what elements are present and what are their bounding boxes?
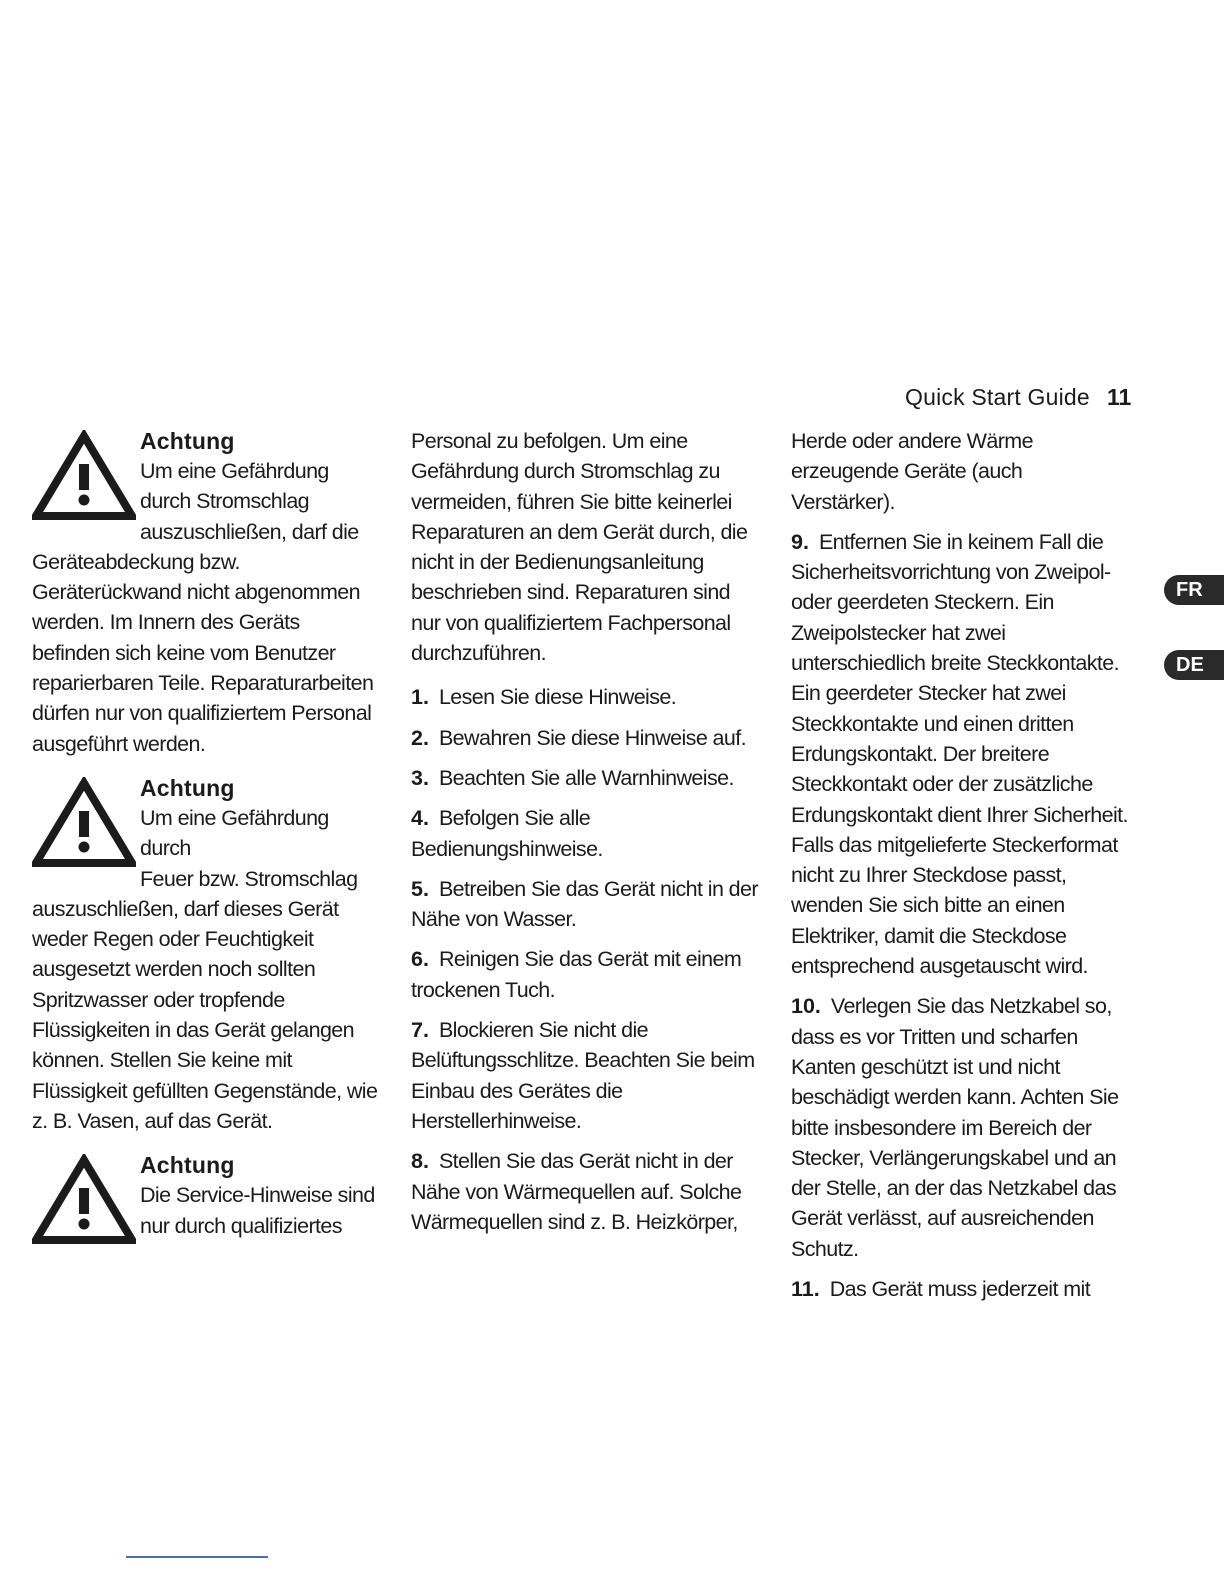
page-number: 11	[1107, 384, 1132, 410]
item-number: 5.	[411, 876, 429, 901]
list-item	[411, 874, 761, 935]
item-number: 7.	[411, 1018, 429, 1043]
item-number: 1.	[411, 685, 429, 710]
warning-heading: Achtung	[140, 1152, 235, 1179]
column-2	[411, 426, 761, 1237]
guide-title: Quick Start Guide	[905, 384, 1090, 410]
tab-de[interactable]: DE	[1164, 650, 1224, 680]
item-number: 11.	[791, 1277, 820, 1302]
item-number: 6.	[411, 947, 429, 972]
intro-paragraph: Personal zu befolgen. Um eine Gefährdung durch Stromschlag zu vermeiden, führen Sie bitte keinerlei Reparaturen an dem Gerät durch, die nicht in der Bedienungsanleitung beschrieben sind. Reparaturen sind nur von qualifiziertem Fachpersonal durchzuführen.	[411, 429, 748, 666]
warning-triangle-icon	[32, 1154, 136, 1246]
item-text: Lesen Sie diese Hinweise.	[438, 685, 677, 710]
list-item	[411, 1015, 761, 1136]
item-text: Befolgen Sie alle Bedienungshinweise.	[411, 806, 603, 861]
item-text: Entfernen Sie in keinem Fall die Sicherheitsvorrichtung von Zweipol- oder geerdeten Steckern. Ein Zweipolstecker hat zwei unterschiedlich breite Steckkontakte. Ein geerdeter Stecker hat zwei Steckkontakte und einen dritten Erdungskontakt. Der breitere Steckkontakt oder der zusätzliche Erdungskontakt dient Ihrer Sicherheit. Falls das mitgelieferte Steckerformat nicht zu Ihrer Steckdose passt, wenden Sie sich bitte an einen Elektriker, damit die Steckdose entsprechend ausgetauscht wird.	[791, 529, 1128, 979]
warning-block-2	[32, 773, 382, 1136]
warning-line: Die Service-Hinweise sind	[140, 1183, 375, 1208]
warning-body: Geräteabdeckung bzw. Geräterückwand nicht abgenommen werden. Im Innern des Geräts befinden sich keine vom Benutzer reparierbaren Teile. Reparaturarbeiten dürfen nur von qualifiziertem Personal ausgeführt werden.	[32, 549, 374, 756]
warning-heading: Achtung	[140, 428, 235, 454]
item-number: 3.	[411, 765, 429, 790]
warning-body: auszuschließen, darf dieses Gerät weder Regen oder Feuchtigkeit ausgesetzt werden noch sollten Spritzwasser oder tropfende Flüssigkeiten in das Gerät gelangen können. Stellen Sie keine mit Flüssigkeit gefüllten Gegenstände, wie z. B. Vasen, auf das Gerät.	[32, 896, 378, 1133]
item-text: Blockieren Sie nicht die Belüftungsschlitze. Beachten Sie beim Einbau des Gerätes die Herstellerhinweise.	[411, 1018, 755, 1133]
item-text: Das Gerät muss jederzeit mit	[829, 1277, 1091, 1302]
item-number: 9.	[791, 529, 809, 554]
warning-block-1	[32, 426, 382, 759]
instruction-list	[411, 682, 761, 1237]
item-number: 2.	[411, 725, 429, 750]
instruction-list	[791, 527, 1131, 1304]
item-text: Reinigen Sie das Gerät mit einem trockenen Tuch.	[411, 947, 742, 1002]
warning-line: durch Stromschlag	[140, 489, 310, 514]
column-3	[791, 426, 1131, 1304]
warning-triangle-icon	[32, 430, 136, 522]
intro-paragraph: Herde oder andere Wärme erzeugende Geräte (auch Verstärker).	[791, 429, 1033, 514]
footer-rule	[126, 1556, 268, 1558]
list-item	[411, 944, 761, 1005]
list-item	[411, 763, 761, 793]
list-item	[791, 1274, 1131, 1304]
warning-line: nur durch qualifiziertes	[140, 1213, 342, 1238]
item-text: Betreiben Sie das Gerät nicht in der Nähe von Wasser.	[411, 876, 758, 932]
warning-line: Feuer bzw. Stromschlag	[140, 866, 358, 891]
list-item	[791, 991, 1131, 1264]
item-text: Beachten Sie alle Warnhinweise.	[438, 765, 734, 790]
list-item	[791, 527, 1131, 981]
column-1	[32, 426, 382, 1241]
list-item	[411, 1146, 761, 1237]
list-item	[411, 723, 761, 753]
item-text: Bewahren Sie diese Hinweise auf.	[438, 725, 747, 750]
warning-line: Um eine Gefährdung	[140, 459, 329, 483]
item-text: Stellen Sie das Gerät nicht in der Nähe von Wärmequellen auf. Solche Wärmequellen sind z. B. Heizkörper,	[411, 1149, 742, 1234]
item-number: 10.	[791, 994, 821, 1019]
warning-heading: Achtung	[140, 774, 235, 801]
warning-triangle-icon	[32, 777, 136, 869]
list-item	[411, 682, 761, 712]
warning-line: Um eine Gefährdung durch	[140, 805, 329, 861]
tab-fr[interactable]: FR	[1164, 575, 1224, 605]
item-number: 8.	[411, 1149, 429, 1174]
warning-block-3	[32, 1150, 382, 1241]
item-number: 4.	[411, 806, 429, 831]
page-header	[905, 384, 1132, 411]
list-item	[411, 803, 761, 864]
warning-line: auszuschließen, darf die	[140, 519, 359, 544]
item-text: Verlegen Sie das Netzkabel so, dass es vor Tritten und scharfen Kanten geschützt ist und nicht beschädigt werden kann. Achten Sie bitte insbesondere im Bereich der Stecker, Verlängerungskabel und an der Stelle, an der das Netzkabel das Gerät verlässt, auf ausreichenden Schutz.	[791, 994, 1119, 1261]
